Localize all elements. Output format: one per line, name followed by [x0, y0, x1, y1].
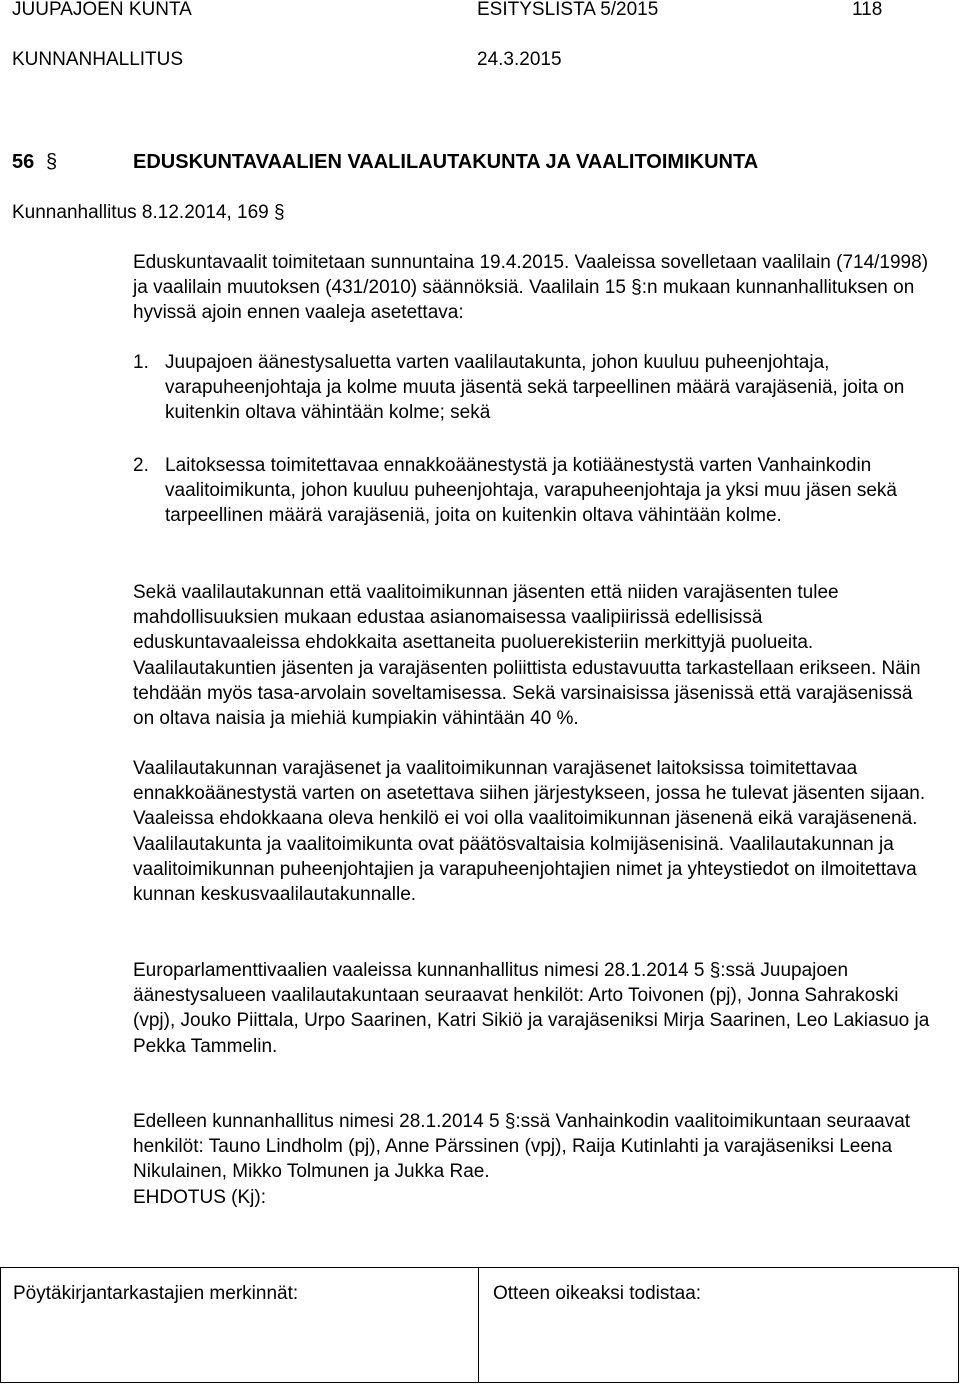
list-item: [133, 453, 948, 529]
municipality-name: JUUPAJOEN KUNTA: [12, 0, 192, 20]
proposal-label: EHDOTUS (Kj):: [133, 1187, 266, 1208]
meeting-date: 24.3.2015: [477, 49, 562, 70]
deputies-paragraph: Vaalilautakunnan varajäsenet ja vaalitoimikunnan varajäsenet laitoksissa toimitettavaa ennakkoäänestystä varten on asetettava siihen järjestykseen, jossa he tulevat jäsenten sijaan. Vaaleissa ehdokkaana oleva henkilö ei voi olla vaalitoimikunnan jäsenenä eikä varajäsenenä. Vaalilautakunta ja vaalitoimikunta ovat päätösvaltaisia kolmijäsenisinä. Vaalilautakunnan ja vaalitoimikunnan puheenjohtajien ja varapuheenjohtajien nimet ja yhteystiedot on ilmoitettava kunnan keskusvaalilautakunnalle.: [133, 758, 926, 906]
intro-paragraph: Eduskuntavaalit toimitetaan sunnuntaina 19.4.2015. Vaaleissa sovelletaan vaalilain (714/1998) ja vaalilain muutoksen (431/2010) säännöksiä. Vaalilain 15 §:n mukaan kunnanhallituksen on hyvissä ajoin ennen vaaleja asetettava:: [133, 252, 929, 324]
list-item-text: Juupajoen äänestysaluetta varten vaalilautakunta, johon kuuluu puheenjohtaja, varapuheenjohtaja ja kolme muuta jäsentä sekä tarpeellinen määrä varajäseniä, joita on kuitenkin oltava vähintään kolme; sekä: [165, 352, 905, 424]
section-title: EDUSKUNTAVAALIEN VAALILAUTAKUNTA JA VAALITOIMIKUNTA: [133, 151, 759, 173]
agenda-number: ESITYSLISTA 5/2015: [477, 0, 659, 20]
section-number: 56: [12, 151, 35, 173]
board-reference: Kunnanhallitus 8.12.2014, 169 §: [12, 202, 285, 223]
board-name: KUNNANHALLITUS: [12, 49, 184, 70]
list-item-text: Laitoksessa toimitettavaa ennakkoäänestystä ja kotiäänestystä varten Vanhainkodin vaalitoimikunta, johon kuuluu puheenjohtaja, varapuheenjohtaja ja yksi muu jäsen sekä tarpeellinen määrä varajäseniä, joita on kuitenkin oltava vähintään kolme.: [165, 455, 897, 527]
election-committee-paragraph: Edelleen kunnanhallitus nimesi 28.1.2014 5 §:ssä Vanhainkodin vaalitoimikuntaan seuraavat henkilöt: Tauno Lindholm (pj), Anne Pärssinen (vpj), Raija Kutinlahti ja varajäseniksi Leena Nikulainen, Mikko Tolmunen ja Jukka Rae.: [133, 1111, 911, 1183]
signature-box: [0, 1267, 959, 1383]
representation-paragraph: Sekä vaalilautakunnan että vaalitoimikunnan jäsenten että niiden varajäsenten tulee mahdollisuuksien mukaan edustaa asianomaisessa vaalipiirissä edellisissä eduskuntavaaleissa ehdokkaita asettaneita puoluerekisteriin merkittyjä puolueita. Vaalilautakuntien jäsenten ja varajäsenten poliittista edustavuutta tarkastellaan erikseen. Näin tehdään myös tasa-arvolain soveltamisessa. Sekä varsinaisissa jäsenissä että varajäsenissä on oltava naisia ja miehiä kumpiakin vähintään 40 %.: [133, 582, 921, 730]
list-item-number: 2.: [133, 455, 149, 476]
list-item-number: 1.: [133, 352, 149, 373]
page-number: 118: [852, 0, 883, 20]
section-symbol: §: [46, 151, 58, 173]
certification-column: [478, 1268, 702, 1382]
election-board-paragraph: Europarlamenttivaalien vaaleissa kunnanhallitus nimesi 28.1.2014 5 §:ssä Juupajoen äänestysalueen vaalilautakuntaan seuraavat henkilöt: Arto Toivonen (pj), Jonna Sahrakoski (vpj), Jouko Piittala, Urpo Saarinen, Katri Sikiö ja varajäseniksi Mirja Saarinen, Leo Lakiasuo ja Pekka Tammelin.: [133, 960, 930, 1057]
list-item: [133, 350, 948, 426]
inspectors-notes-label: Pöytäkirjantarkastajien merkinnät:: [13, 1283, 299, 1304]
certification-label: Otteen oikeaksi todistaa:: [493, 1283, 702, 1304]
